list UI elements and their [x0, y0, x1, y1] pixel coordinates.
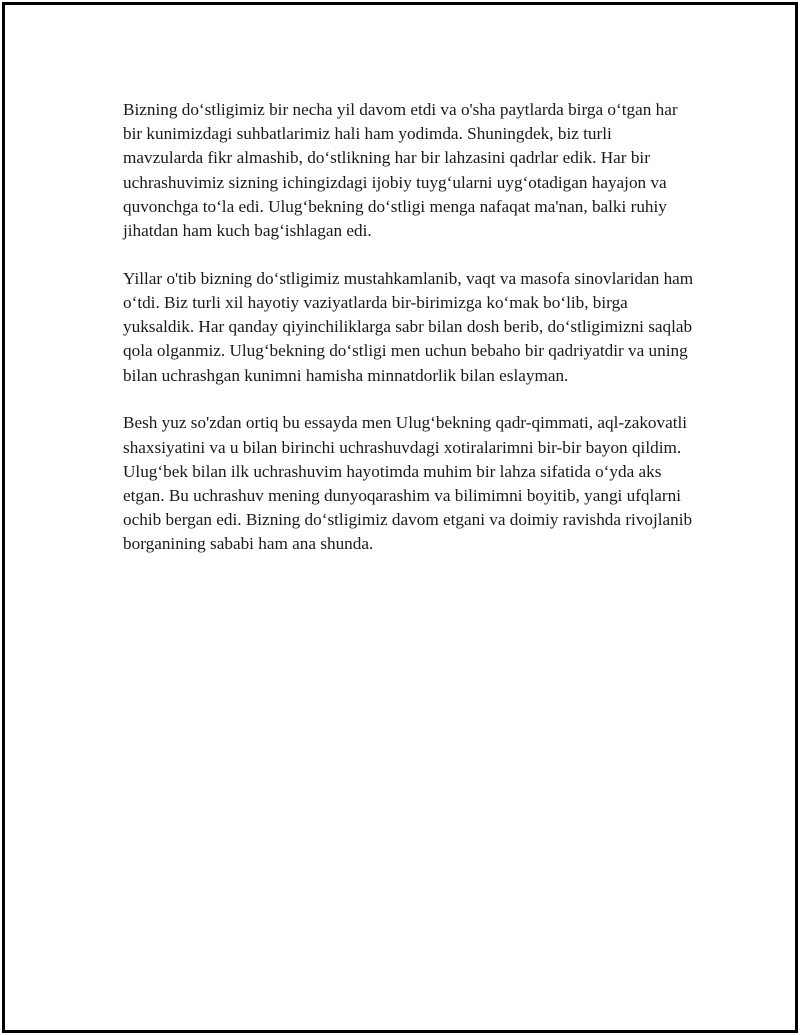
paragraph-3: Besh yuz so'zdan ortiq bu essayda men Ulug‘bekning qadr-qimmati, aql-zakovatli shaxsiyatini va u bilan birinchi uchrashuvdagi xotiralarimni bir-bir bayon qildim. Ulug‘bek bilan ilk uchrashuvim hayotimda muhim bir lahza sifatida o‘yda aks etgan. Bu uchrashuv mening dunyoqarashim va bilimimni boyitib, yangi ufqlarni ochib bergan edi. Bizning do‘stligimiz davom etgani va doimiy ravishda rivojlanib borganining sababi ham ana shunda.	[123, 413, 693, 554]
paragraph-2: Yillar o'tib bizning do‘stligimiz mustahkamlanib, vaqt va masofa sinovlaridan ham o‘tdi. Biz turli xil hayotiy vaziyatlarda bir-birimizga ko‘mak bo‘lib, birga yuksaldik. Har qanday qiyinchiliklarga sabr bilan dosh berib, do‘stligimizni saqlab qola olganmiz. Ulug‘bekning do‘stligi men uchun bebaho bir qadriyatdir va uning bilan uchrashgan kunimni hamisha minnatdorlik bilan eslayman.	[123, 268, 694, 385]
page-border	[2, 2, 798, 1033]
paragraph-1: Bizning do‘stligimiz bir necha yil davom etdi va o'sha paytlarda birga o‘tgan har bir kunimizdagi suhbatlarimiz hali ham yodimda. Shuningdek, biz turli mavzularda fikr almashib, do‘stlikning har bir lahzasini qadrlar edik. Har bir uchrashuvimiz sizning ichingizdagi ijobiy tuyg‘ularni uyg‘otadigan hayajon va quvonchga to‘la edi. Ulug‘bekning do‘stligi menga nafaqat ma'nan, balki ruhiy jihatdan ham kuch bag‘ishlagan edi.	[123, 100, 678, 241]
essay-body	[123, 98, 695, 557]
